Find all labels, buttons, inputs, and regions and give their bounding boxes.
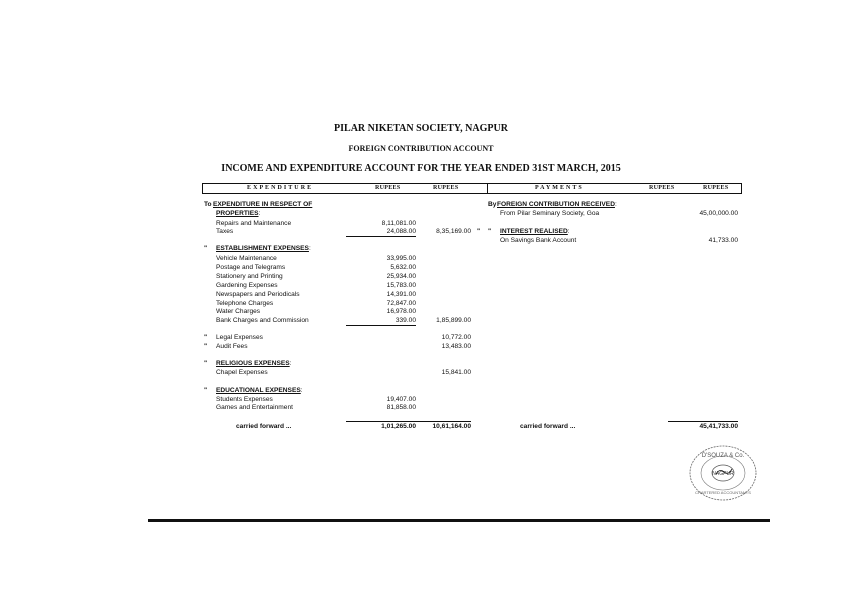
section-heading: PROPERTIES: [216,210,261,217]
amount-col-1: 19,407.00 [386,396,416,403]
row-label: Repairs and Maintenance [216,220,292,227]
amount-col-2: 1,85,899.00 [436,317,471,324]
expenditure-header: E X P E N D I T U R E [247,185,312,191]
row-prefix: " [204,360,208,367]
row-label: From Pilar Seminary Society, Goa [500,210,600,217]
svg-text:D'SOUZA & Co.: D'SOUZA & Co. [701,453,745,459]
amount-col-1: 16,978.00 [386,308,416,315]
column-divider [487,184,488,193]
row-label: Bank Charges and Commission [216,317,309,324]
row-label: Water Charges [216,308,261,315]
amount-col-1: 5,632.00 [390,264,416,271]
account-title: FOREIGN CONTRIBUTION ACCOUNT [348,144,494,153]
heading-colon: : [614,201,617,208]
rupees-header-2: RUPEES [433,185,459,191]
amount-col-1: 8,11,081.00 [381,220,416,227]
section-heading: ESTABLISHMENT EXPENSES: [216,245,311,252]
amount-col-1: 33,995.00 [386,255,416,262]
amount-col-2: 8,35,169.00 [436,228,471,235]
row-label: Chapel Expenses [216,369,268,376]
amount-col-2: 10,772.00 [441,334,471,341]
payments-header: P A Y M E N T S [535,185,583,191]
row-label: carried forward ... [236,423,292,430]
heading-colon: : [300,387,303,394]
section-heading: RELIGIOUS EXPENSES: [216,360,292,367]
row-label: Telephone Charges [216,300,274,307]
auditor-stamp [688,444,758,502]
rupees-header-3: RUPEES [649,185,675,191]
row-prefix: " [204,387,208,394]
table-header [202,183,742,194]
amount-col-1: 81,858.00 [386,404,416,411]
row-prefix: To [204,201,212,208]
row-label: Gardening Expenses [216,282,278,289]
organization-title: PILAR NIKETAN SOCIETY, NAGPUR [334,123,508,134]
svg-text:NAGPUR: NAGPUR [712,471,734,477]
row-prefix: By [488,201,497,208]
row-prefix: " [204,334,208,341]
heading-colon: : [308,245,311,252]
page-bottom-rule [148,519,770,522]
row-prefix: " [488,228,492,235]
section-heading: FOREIGN CONTRIBUTION RECEIVED: [497,201,617,208]
row-label: Postage and Telegrams [216,264,286,271]
amount-col-2: 45,41,733.00 [668,421,738,431]
amount-col-2: 45,00,000.00 [699,210,738,217]
heading-colon: : [567,228,570,235]
amount-col-1: 24,088.00 [346,228,416,237]
statement-title: INCOME AND EXPENDITURE ACCOUNT FOR THE YEAR ENDED 31ST MARCH, 2015 [221,163,621,174]
row-label: On Savings Bank Account [500,237,577,244]
row-label: Vehicle Maintenance [216,255,277,262]
amount-col-2: 13,483.00 [441,343,471,350]
amount-col-2: 41,733.00 [708,237,738,244]
section-heading: EDUCATIONAL EXPENSES: [216,387,303,394]
amount-col-1: 1,01,265.00 [346,421,416,431]
row-label: Students Expenses [216,396,273,403]
heading-colon: : [258,210,261,217]
section-heading: EXPENDITURE IN RESPECT OF [213,201,313,208]
row-prefix: " [204,245,208,252]
row-label: Taxes [216,228,234,235]
rupees-header-4: RUPEES [703,185,729,191]
section-heading: INTEREST REALISED: [500,228,570,235]
ditto-mark: " [477,228,481,235]
amount-col-2: 10,61,164.00 [401,421,471,431]
amount-col-1: 15,783.00 [386,282,416,289]
row-label: Games and Entertainment [216,404,293,411]
svg-text:CHARTERED ACCOUNTANTS: CHARTERED ACCOUNTANTS [695,490,751,495]
row-label: Newspapers and Periodicals [216,291,300,298]
rupees-header-1: RUPEES [375,185,401,191]
amount-col-1: 14,391.00 [386,291,416,298]
row-label: carried forward ... [520,423,576,430]
amount-col-1: 25,934.00 [386,273,416,280]
amount-col-2: 15,841.00 [441,369,471,376]
amount-col-1: 72,847.00 [386,300,416,307]
row-label: Legal Expenses [216,334,263,341]
row-label: Stationery and Printing [216,273,283,280]
row-prefix: " [204,343,208,350]
heading-colon: : [289,360,292,367]
amount-col-1: 339.00 [346,317,416,326]
row-label: Audit Fees [216,343,248,350]
